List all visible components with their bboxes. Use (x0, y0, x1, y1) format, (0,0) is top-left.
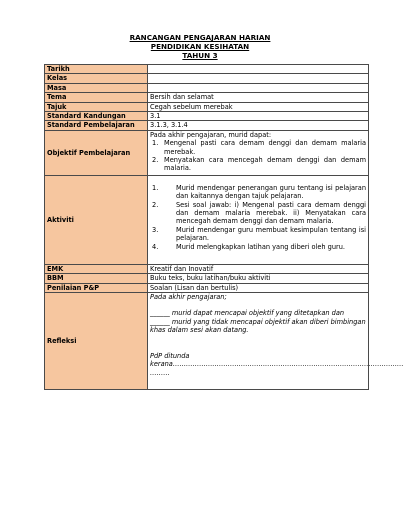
label-standard-pembelajaran: Standard Pembelajaran (45, 121, 148, 130)
label-refleksi: Refleksi (45, 293, 148, 390)
value-aktiviti[interactable] (148, 175, 369, 264)
refleksi-line: Pada akhir pengajaran; (150, 293, 227, 302)
row-kelas (45, 74, 369, 83)
label-emk: EMK (45, 264, 148, 273)
value-tarikh[interactable] (148, 65, 369, 74)
refleksi-line: ……… (150, 368, 170, 377)
value-bbm[interactable]: Buku teks, buku latihan/buku aktiviti (148, 274, 369, 283)
refleksi-line: ______ murid yang tidak mencapai objektif akan diberi bimbingan khas dalam sesi akan datang. (150, 317, 366, 335)
row-tajuk (45, 102, 369, 111)
value-standard-pembelajaran[interactable]: 3.1.3, 3.1.4 (148, 121, 369, 130)
objektif-intro: Pada akhir pengajaran, murid dapat: (150, 130, 272, 139)
row-objektif (45, 130, 369, 175)
label-penilaian: Penilaian P&P (45, 283, 148, 292)
refleksi-line: kerana…………………………………………………………………………………………… (150, 360, 404, 369)
objektif-list (150, 139, 366, 173)
list-item: 2. Menyatakan cara mencegah demam denggi dan demam malaria. (152, 156, 366, 173)
value-objektif[interactable] (148, 130, 369, 175)
lesson-plan-table (44, 64, 404, 390)
aktiviti-list (150, 184, 366, 251)
list-item: 1. Mengenal pasti cara demam denggi dan demam malaria merebak. (152, 139, 366, 156)
value-penilaian[interactable]: Soalan (Lisan dan bertulis) (148, 283, 369, 292)
label-masa: Masa (45, 83, 148, 92)
row-masa (45, 83, 369, 92)
row-aktiviti (45, 175, 369, 264)
doc-subject: PENDIDIKAN KESIHATAN (150, 42, 250, 51)
value-tajuk[interactable]: Cegah sebelum merebak (148, 102, 369, 111)
row-tarikh (45, 65, 369, 74)
doc-year: TAHUN 3 (182, 51, 218, 60)
label-tarikh: Tarikh (45, 65, 148, 74)
refleksi-line: PdP ditunda (150, 351, 190, 360)
value-standard-kandungan[interactable]: 3.1 (148, 112, 369, 121)
value-refleksi[interactable] (148, 293, 404, 390)
doc-title: RANCANGAN PENGAJARAN HARIAN (129, 33, 271, 42)
label-tema: Tema (45, 93, 148, 102)
list-item: 3. Murid mendengar guru membuat kesimpulan tentang isi pelajaran. (152, 225, 366, 243)
label-aktiviti: Aktiviti (45, 175, 148, 264)
refleksi-line: ______ murid dapat mencapai objektif yang ditetapkan dan (150, 309, 345, 318)
row-standard-pembelajaran (45, 121, 369, 130)
list-item: 1. Murid mendengar penerangan guru tentang isi pelajaran dan kaitannya dengan tajuk pelajaran. (152, 183, 366, 201)
row-standard-kandungan (45, 112, 369, 121)
label-tajuk: Tajuk (45, 102, 148, 111)
row-emk (45, 264, 369, 273)
list-item: 2. Sesi soal jawab: i) Mengenal pasti cara demam denggi dan demam malaria merebak. ii) Menyatakan cara mencegah demam denggi dan demam malaria. (152, 200, 366, 226)
label-standard-kandungan: Standard Kandungan (45, 112, 148, 121)
list-item: 4. Murid melengkapkan latihan yang diberi oleh guru. (152, 242, 346, 251)
row-penilaian (45, 283, 369, 292)
value-tema[interactable]: Bersih dan selamat (148, 93, 369, 102)
value-masa[interactable] (148, 83, 369, 92)
label-bbm: BBM (45, 274, 148, 283)
row-bbm (45, 274, 369, 283)
label-objektif: Objektif Pembelajaran (45, 130, 148, 175)
value-emk[interactable]: Kreatif dan Inovatif (148, 264, 369, 273)
row-tema (45, 93, 369, 102)
label-kelas: Kelas (45, 74, 148, 83)
row-refleksi (45, 293, 369, 390)
value-kelas[interactable] (148, 74, 369, 83)
